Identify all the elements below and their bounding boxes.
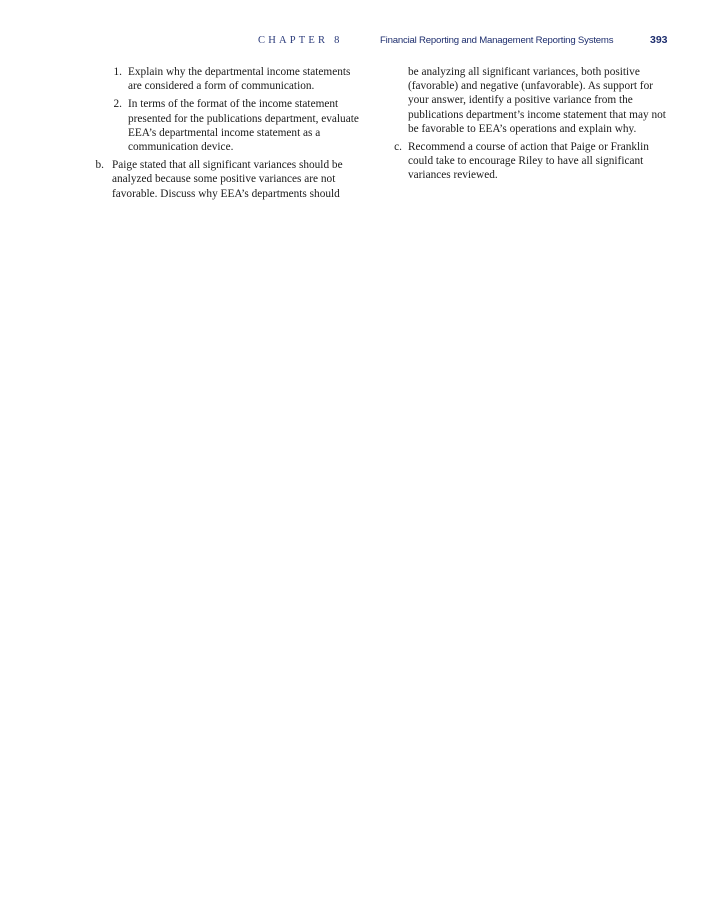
left-column	[92, 65, 367, 205]
page-header	[0, 35, 719, 49]
item-letter: b.	[95, 159, 104, 172]
item-text: In terms of the format of the income statement presented for the publications department, evaluate EEA’s departmental income statement as a communication device.	[128, 98, 359, 154]
question-item-1	[92, 65, 367, 93]
item-text: be analyzing all significant variances, both positive (favorable) and negative (unfavorable). As support for your answer, identify a positive variance from the publications department’s income statement that may not be favorable to EEA’s operations and explain why.	[408, 66, 666, 135]
page-number: 393	[650, 34, 668, 46]
item-number: 2.	[113, 98, 122, 111]
item-number: 1.	[113, 66, 122, 78]
question-item-c	[390, 140, 672, 183]
chapter-label: CHAPTER 8	[258, 35, 343, 46]
question-item-b	[92, 158, 367, 201]
item-text: Paige stated that all significant variances should be analyzed because some positive variances are not favorable. Discuss why EEA’s departments should	[112, 159, 343, 200]
item-text: Explain why the departmental income statements are considered a form of communication.	[128, 66, 351, 93]
question-item-2	[92, 97, 367, 154]
running-title: Financial Reporting and Management Reporting Systems	[380, 35, 614, 46]
item-text: Recommend a course of action that Paige or Franklin could take to encourage Riley to have all significant variances reviewed.	[408, 141, 649, 182]
right-column	[390, 65, 672, 187]
question-b-continuation	[390, 65, 672, 136]
item-letter: c.	[394, 141, 402, 154]
